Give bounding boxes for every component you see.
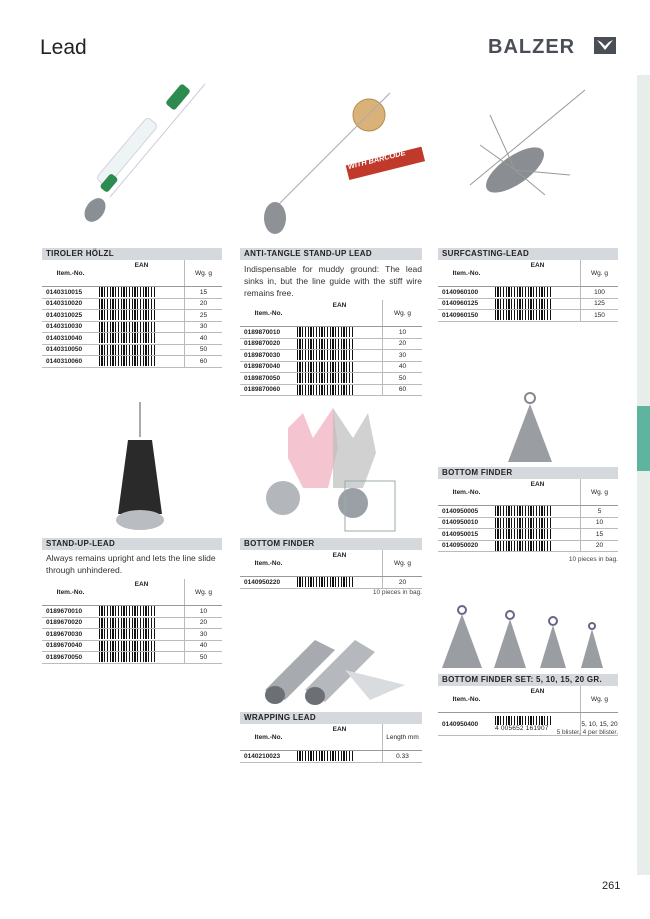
bottom-finder-mid-note: 10 pieces in bag. — [372, 589, 422, 596]
table-row: 0189670020 20 — [42, 617, 222, 629]
table-row: 0189870030 30 — [240, 350, 422, 362]
barcode — [99, 287, 155, 297]
page-title: Lead — [40, 36, 87, 59]
bottom-finder-right-heading: BOTTOM FINDER — [438, 467, 618, 479]
stand-up-table — [42, 579, 222, 664]
barcode — [99, 618, 155, 628]
table-row: 0140950015 15 — [438, 529, 618, 541]
stand-up-lead-image — [100, 402, 180, 537]
barcode — [495, 529, 551, 539]
barcode — [297, 350, 353, 360]
col-wg-header: Wg. g — [581, 479, 619, 506]
table-row: 0140210023 0.33 — [240, 751, 422, 763]
col-item-header: Item.-No. — [438, 479, 495, 506]
barcode — [297, 373, 353, 383]
table-row: 0140310030 30 — [42, 321, 222, 333]
tiroler-heading: TIROLER HÖLZL — [42, 248, 222, 260]
col-wg-header: Wg. g — [383, 550, 423, 577]
table-row: 0140310015 15 — [42, 287, 222, 299]
barcode — [99, 333, 155, 343]
table-row: 0140310025 25 — [42, 310, 222, 322]
col-ean-header: EAN — [297, 724, 383, 751]
col-ean-header: EAN — [297, 300, 383, 327]
wrapping-table — [240, 724, 422, 763]
col-ean-header: EAN — [99, 260, 185, 287]
surfcasting-heading: SURFCASTING-LEAD — [438, 248, 618, 260]
brand-fox-icon — [594, 37, 616, 54]
barcode — [495, 506, 551, 516]
bottom-finder-right-table — [438, 479, 618, 552]
barcode — [495, 716, 551, 725]
anti-tangle-heading: ANTI-TANGLE STAND-UP LEAD — [240, 248, 422, 260]
barcode — [99, 606, 155, 616]
col-wg-header: Wg. g — [581, 260, 619, 287]
tiroler-table — [42, 260, 222, 368]
barcode — [297, 577, 353, 587]
brand-logo: BALZER — [488, 36, 576, 58]
table-row: 0140310040 40 — [42, 333, 222, 345]
col-item-header: Item.-No. — [240, 724, 297, 751]
barcode — [99, 641, 155, 651]
barcode — [297, 751, 353, 761]
barcode — [99, 345, 155, 355]
page-number: 261 — [602, 880, 621, 892]
stand-up-heading: STAND-UP-LEAD — [42, 538, 222, 550]
barcode — [297, 327, 353, 337]
bottom-finder-right-note: 10 pieces in bag. — [568, 556, 618, 563]
bottom-finder-mid-table — [240, 550, 422, 589]
col-length-header: Length mm — [383, 724, 423, 751]
col-item-header: Item.-No. — [42, 579, 99, 606]
surfcasting-table — [438, 260, 618, 322]
bottom-finder-mid-heading: BOTTOM FINDER — [240, 538, 422, 550]
barcode — [99, 322, 155, 332]
barcode — [297, 339, 353, 349]
table-row: 0189670040 40 — [42, 640, 222, 652]
col-wg-header: Wg. g — [581, 686, 619, 713]
side-index-tab — [637, 406, 650, 471]
barcode-badge: WITH BARCODE — [346, 147, 407, 172]
barcode — [297, 362, 353, 372]
col-item-header: Item.-No. — [240, 550, 297, 577]
table-row: 0140950400 4 005652 161907 5, 10, 15, 20 — [438, 713, 618, 736]
table-row: 0140310050 50 — [42, 344, 222, 356]
table-row: 0189670030 30 — [42, 629, 222, 641]
col-wg-header: Wg. g — [185, 260, 223, 287]
barcode — [495, 541, 551, 551]
bottom-finder-set-image — [440, 602, 615, 672]
barcode — [495, 310, 551, 320]
col-wg-header: Wg. g — [383, 300, 423, 327]
table-row: 0140950010 10 — [438, 517, 618, 529]
barcode — [297, 385, 353, 395]
table-row: 0140950005 5 — [438, 506, 618, 518]
wrapping-heading: WRAPPING LEAD — [240, 712, 422, 724]
anti-tangle-description: Indispensable for muddy ground: The lead sinks in, but the line guide with the stiff wire remains free. — [244, 264, 422, 298]
table-row: 0140960125 125 — [438, 298, 618, 310]
col-ean-header: EAN — [495, 260, 581, 287]
col-item-header: Item.-No. — [438, 686, 495, 713]
table-row: 0189670050 50 — [42, 652, 222, 664]
table-row: 0189870060 60 — [240, 384, 422, 396]
table-row: 0140310020 20 — [42, 298, 222, 310]
col-ean-header: EAN — [495, 686, 581, 713]
table-row: 0140950020 20 — [438, 540, 618, 552]
table-row: 0140960150 150 — [438, 310, 618, 322]
surfcasting-lead-image — [460, 85, 590, 215]
bottom-finder-image — [258, 408, 408, 538]
anti-tangle-table — [240, 300, 422, 396]
bottom-finder-cone-image — [500, 390, 560, 465]
barcode — [495, 518, 551, 528]
barcode — [495, 287, 551, 297]
bottom-finder-set-note: 5 blister, 4 per blister. — [556, 729, 618, 736]
table-row: 0140310060 60 — [42, 356, 222, 368]
barcode — [99, 652, 155, 662]
table-row: 0189870010 10 — [240, 327, 422, 339]
table-row: 0140950220 20 — [240, 577, 422, 589]
barcode — [495, 299, 551, 309]
col-item-header: Item.-No. — [42, 260, 99, 287]
barcode — [99, 356, 155, 366]
table-row: 0189670010 10 — [42, 606, 222, 618]
table-row: 0189870050 50 — [240, 373, 422, 385]
anti-tangle-image — [255, 88, 435, 238]
bottom-finder-set-heading: BOTTOM FINDER SET: 5, 10, 15, 20 GR. — [438, 674, 618, 686]
side-index-bar — [637, 75, 650, 875]
barcode — [99, 629, 155, 639]
table-row: 0189870040 40 — [240, 361, 422, 373]
barcode — [99, 299, 155, 309]
table-row: 0140960100 100 — [438, 287, 618, 299]
barcode — [99, 310, 155, 320]
col-wg-header: Wg. g — [185, 579, 223, 606]
ean-number: 4 005652 161907 — [495, 725, 549, 732]
col-ean-header: EAN — [297, 550, 383, 577]
col-ean-header: EAN — [99, 579, 185, 606]
col-ean-header: EAN — [495, 479, 581, 506]
tiroler-holzl-image — [80, 72, 220, 242]
table-row: 0189870020 20 — [240, 338, 422, 350]
col-item-header: Item.-No. — [438, 260, 495, 287]
stand-up-description: Always remains upright and lets the line slide through unhindered. — [46, 553, 216, 575]
wrapping-lead-image — [255, 630, 415, 710]
col-item-header: Item.-No. — [240, 300, 297, 327]
